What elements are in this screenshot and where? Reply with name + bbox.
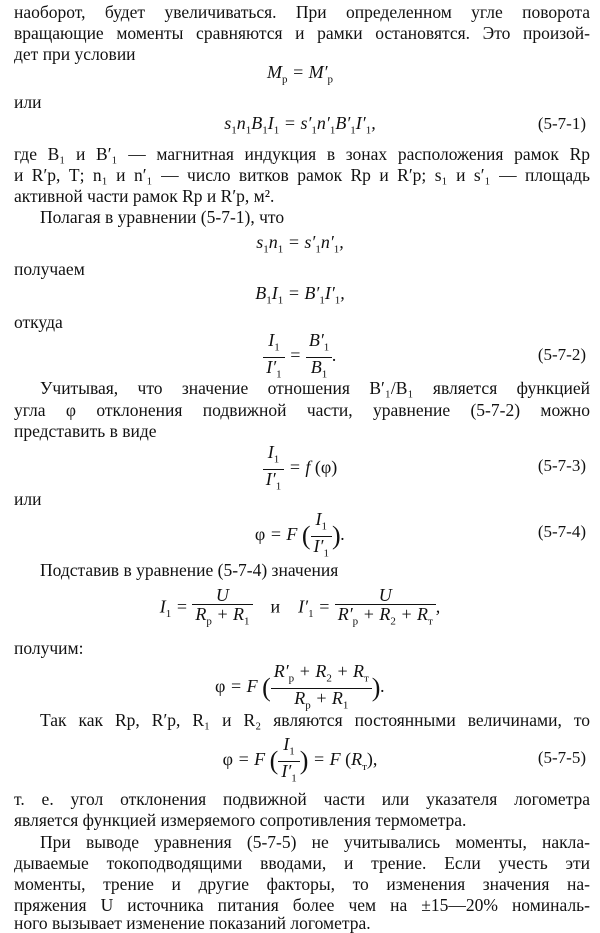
text-line: или	[14, 489, 42, 509]
text-line: Учитывая, что значение отношения B′₁/B₁ является функцией	[40, 378, 590, 398]
equation: φ = F ( $\frac{I_1}{I'_1}$ ).	[254, 509, 346, 560]
equation-number: (5-7-5)	[537, 748, 586, 767]
text-line: дываемые токоподводящими вводами, и трение. Если учесть эти	[14, 853, 590, 873]
equation: $B_1I_1 = B'_1I'_1$,	[255, 283, 345, 307]
text-line: Подставив в уравнение (5-7-4) значения	[40, 560, 339, 580]
equation: φ = F ( $\frac{I_1}{I'_1}$ ) = F $(R_т)$,	[222, 734, 378, 785]
equation: $M_р = M'_р$	[266, 62, 334, 86]
equation: $s_1n_1 = s'_1n'_1$,	[256, 232, 344, 256]
text-line: является функцией измеряемого сопротивления термометра.	[14, 810, 467, 830]
equation: $I_1$ = $\frac{U}{R_р + R_1}$ и $I'_1$ = $\frac{U}{R'_р + R_2 + R_т}$ ,	[159, 585, 441, 628]
text-line: При выводе уравнения (5-7-5) не учитывались моменты, накла-	[40, 832, 590, 852]
text-line: где B₁ и B′₁ — магнитная индукция в зонах расположения рамок Rр	[14, 144, 590, 164]
and-word: и	[270, 596, 281, 617]
text-line: откуда	[14, 312, 63, 332]
text-line: вращающие моменты сравняются и рамки остановятся. Это произой-	[14, 23, 590, 43]
text-line: представить в виде	[14, 421, 157, 441]
equation-number: (5-7-2)	[537, 345, 586, 364]
text-line: получаем	[14, 259, 85, 279]
text-line: ного вызывает изменение показаний логометра.	[14, 913, 371, 933]
text-line: т. е. угол отклонения подвижной части или указателя логометра	[14, 789, 590, 809]
equation: φ = F ( $\frac{R'_р + R_2 + R_т}{R_р + R_1}$ ).	[215, 661, 385, 712]
equation: $s_1n_1B_1I_1 = s'_1n'_1B'_1I'_1$,	[224, 113, 376, 137]
text-line: Так как Rр, R′р, R₁ и R₂ являются постоянными величинами, то	[40, 710, 590, 730]
text-line: или	[14, 92, 42, 112]
text-line: угла φ отклонения подвижной части, уравнение (5-7-2) можно	[14, 400, 590, 420]
text-line: получим:	[14, 638, 84, 658]
equation: $\frac{I_1}{I'_1}$ = f (φ)	[0, 443, 600, 495]
text-line: наоборот, будет увеличиваться. При определенном угле поворота	[14, 2, 590, 22]
equation-number: (5-7-3)	[537, 456, 586, 475]
equation-number: (5-7-1)	[537, 114, 586, 133]
text-line: активной части рамок Rр и R′р, м².	[14, 186, 275, 206]
equation: $\frac{I_1}{I'_1}$ = $\frac{B'_1}{B_1}$ .	[0, 331, 600, 383]
text-line: моменты, трение и другие факторы, то изменения значения на-	[14, 874, 590, 894]
text-line: пряжения U источника питания более чем на ±15—20% номиналь-	[14, 895, 590, 915]
text-line: дет при условии	[14, 44, 136, 64]
text-line: и R′р, Т; n₁ и n′₁ — число витков рамок Rр и R′р; s₁ и s′₁ — площадь	[14, 165, 590, 185]
text-line: Полагая в уравнении (5-7-1), что	[40, 207, 285, 227]
equation-number: (5-7-4)	[537, 522, 586, 541]
